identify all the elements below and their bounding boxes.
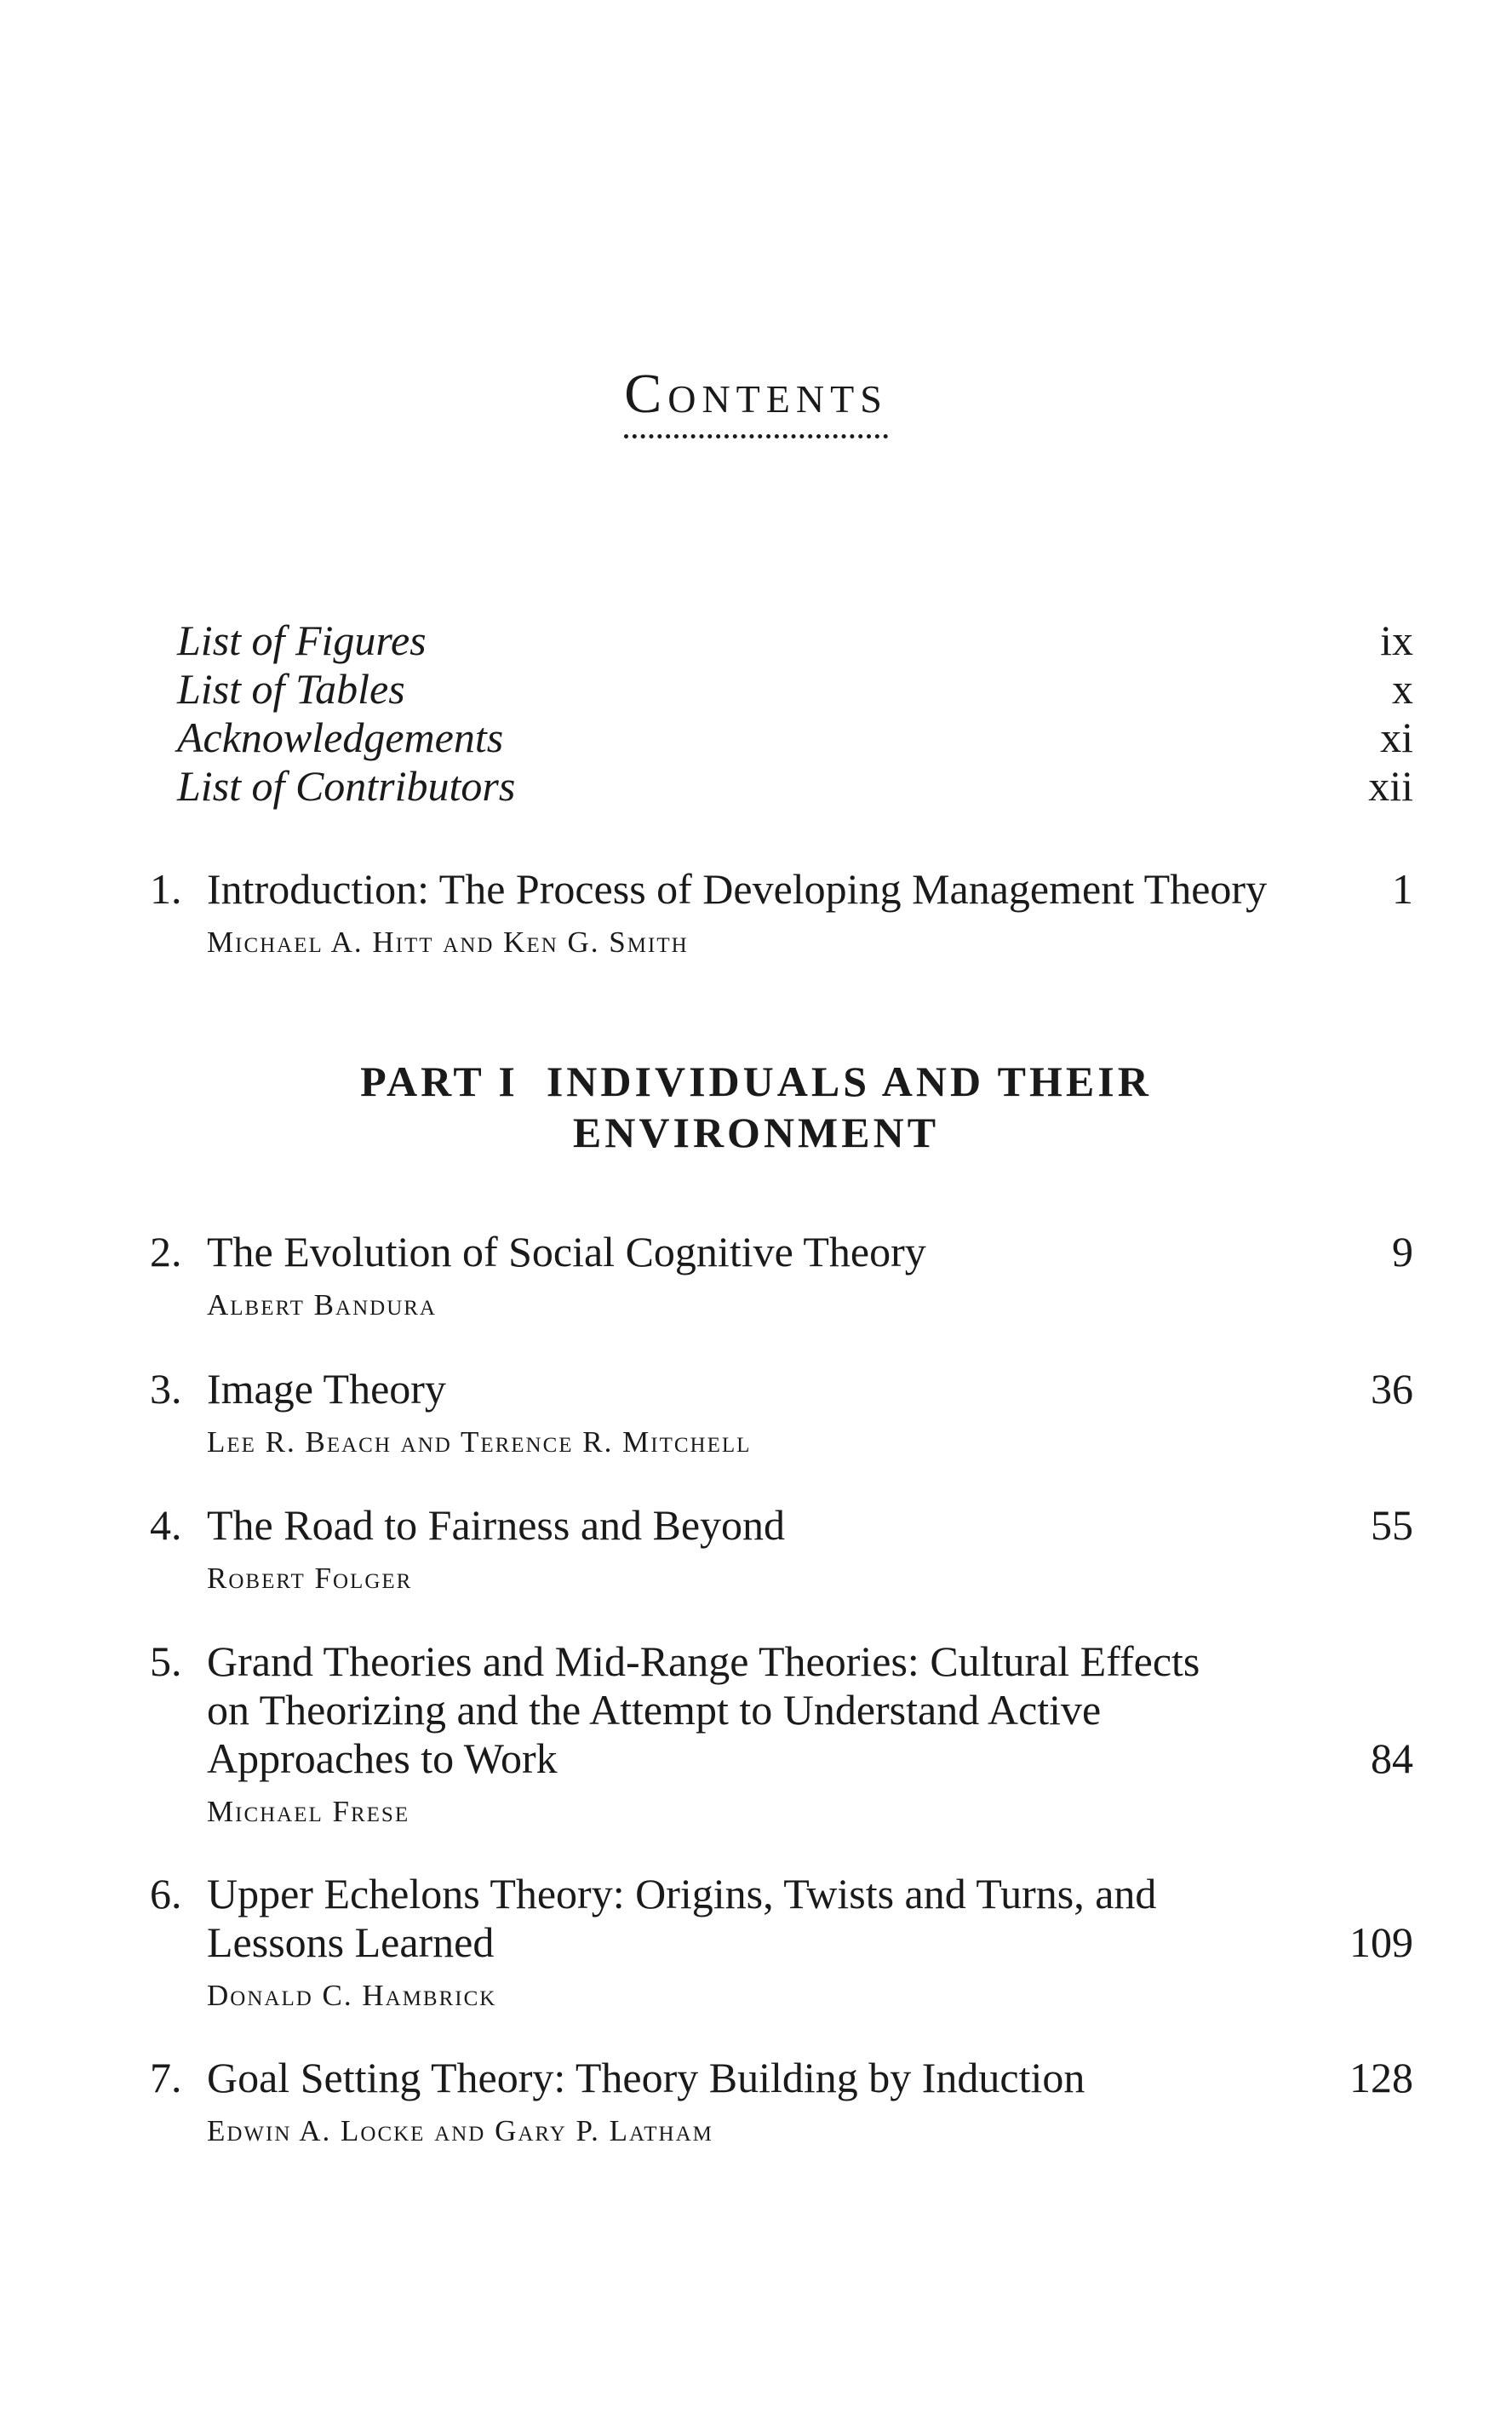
- chapter-title-line: [207, 1228, 1413, 1276]
- chapter-entry[interactable]: [150, 1365, 1413, 1461]
- front-matter-item[interactable]: [177, 714, 1413, 762]
- chapter-title-line: [207, 1501, 1413, 1550]
- front-matter-item[interactable]: [177, 616, 1413, 665]
- chapter-number: 4.: [150, 1501, 182, 1549]
- chapter-entry[interactable]: [150, 1501, 1413, 1597]
- chapter-heading: [150, 1501, 1413, 1550]
- chapter-title-line: [207, 2054, 1413, 2102]
- chapter-authors: Robert Folger: [207, 1562, 413, 1595]
- chapter-number: 1.: [150, 865, 182, 913]
- chapter-title: Image Theory: [207, 1365, 446, 1413]
- chapter-heading: [150, 2054, 1413, 2102]
- chapter-page: 128: [1349, 2054, 1413, 2101]
- chapter-title: The Road to Fairness and Beyond: [207, 1501, 786, 1549]
- chapter-heading: [150, 865, 1413, 914]
- front-matter-label: Acknowledgements: [177, 714, 504, 761]
- front-matter-page: xii: [1368, 762, 1413, 810]
- front-matter-page: ix: [1380, 616, 1413, 664]
- chapter-title: Introduction: The Process of Developing Management Theory: [207, 865, 1268, 913]
- chapter-entry[interactable]: [150, 865, 1413, 961]
- chapter-heading: [150, 1637, 1413, 1783]
- front-matter-item[interactable]: [177, 665, 1413, 714]
- chapter-page: 55: [1371, 1501, 1413, 1549]
- chapter-title: Grand Theories and Mid-Range Theories: Cultural Effects: [207, 1637, 1200, 1685]
- chapter-authors: Donald C. Hambrick: [207, 1979, 497, 2012]
- chapter-page: 36: [1371, 1365, 1413, 1413]
- part-heading-line-2: ENVIRONMENT: [572, 1109, 940, 1156]
- part-heading: [0, 1056, 1512, 1158]
- chapter-authors: Lee R. Beach and Terence R. Mitchell: [207, 1425, 752, 1459]
- title-wrapper: [0, 363, 1512, 439]
- chapter-authors: Michael A. Hitt and Ken G. Smith: [207, 926, 689, 959]
- chapter-page: 84: [1371, 1734, 1413, 1782]
- chapter-title: Goal Setting Theory: Theory Building by Induction: [207, 2054, 1085, 2101]
- chapter-authors: Michael Frese: [207, 1795, 410, 1828]
- chapter-number: 2.: [150, 1228, 182, 1275]
- chapter-entry[interactable]: [150, 1870, 1413, 2015]
- chapter-number: 7.: [150, 2054, 182, 2101]
- front-matter-list: [177, 616, 1413, 811]
- chapter-entry[interactable]: [150, 1637, 1413, 1831]
- front-matter-page: x: [1392, 665, 1413, 713]
- chapter-number: 5.: [150, 1637, 182, 1685]
- chapter-entry[interactable]: [150, 2054, 1413, 2150]
- chapter-title: Approaches to Work: [207, 1734, 558, 1782]
- chapter-entry[interactable]: [150, 1228, 1413, 1324]
- chapter-title-line: [207, 865, 1413, 914]
- chapter-heading: [150, 1228, 1413, 1276]
- part-heading-line-1: PART I INDIVIDUALS AND THEIR: [360, 1058, 1152, 1105]
- chapter-authors: Albert Bandura: [207, 1288, 437, 1321]
- front-matter-label: List of Contributors: [177, 762, 516, 810]
- chapter-title: on Theorizing and the Attempt to Understand Active: [207, 1686, 1102, 1734]
- chapter-heading: [150, 1870, 1413, 1967]
- chapter-number: 6.: [150, 1870, 182, 1917]
- chapter-number: 3.: [150, 1365, 182, 1413]
- chapter-page: 9: [1392, 1228, 1413, 1275]
- chapter-title-line: [207, 1734, 1413, 1783]
- chapter-title: Upper Echelons Theory: Origins, Twists and Turns, and: [207, 1870, 1157, 1917]
- front-matter-label: List of Figures: [177, 616, 427, 664]
- page-title: Contents: [624, 366, 888, 439]
- chapter-page: 109: [1349, 1918, 1413, 1966]
- front-matter-page: xi: [1380, 714, 1413, 761]
- chapter-title: Lessons Learned: [207, 1918, 495, 1966]
- front-matter-item[interactable]: [177, 762, 1413, 811]
- chapter-title-line: [207, 1918, 1413, 1967]
- chapter-heading: [150, 1365, 1413, 1413]
- chapter-title: The Evolution of Social Cognitive Theory: [207, 1228, 926, 1275]
- front-matter-label: List of Tables: [177, 665, 405, 713]
- chapter-authors: Edwin A. Locke and Gary P. Latham: [207, 2114, 713, 2147]
- chapter-title-line: [207, 1365, 1413, 1413]
- chapter-page: 1: [1392, 865, 1413, 913]
